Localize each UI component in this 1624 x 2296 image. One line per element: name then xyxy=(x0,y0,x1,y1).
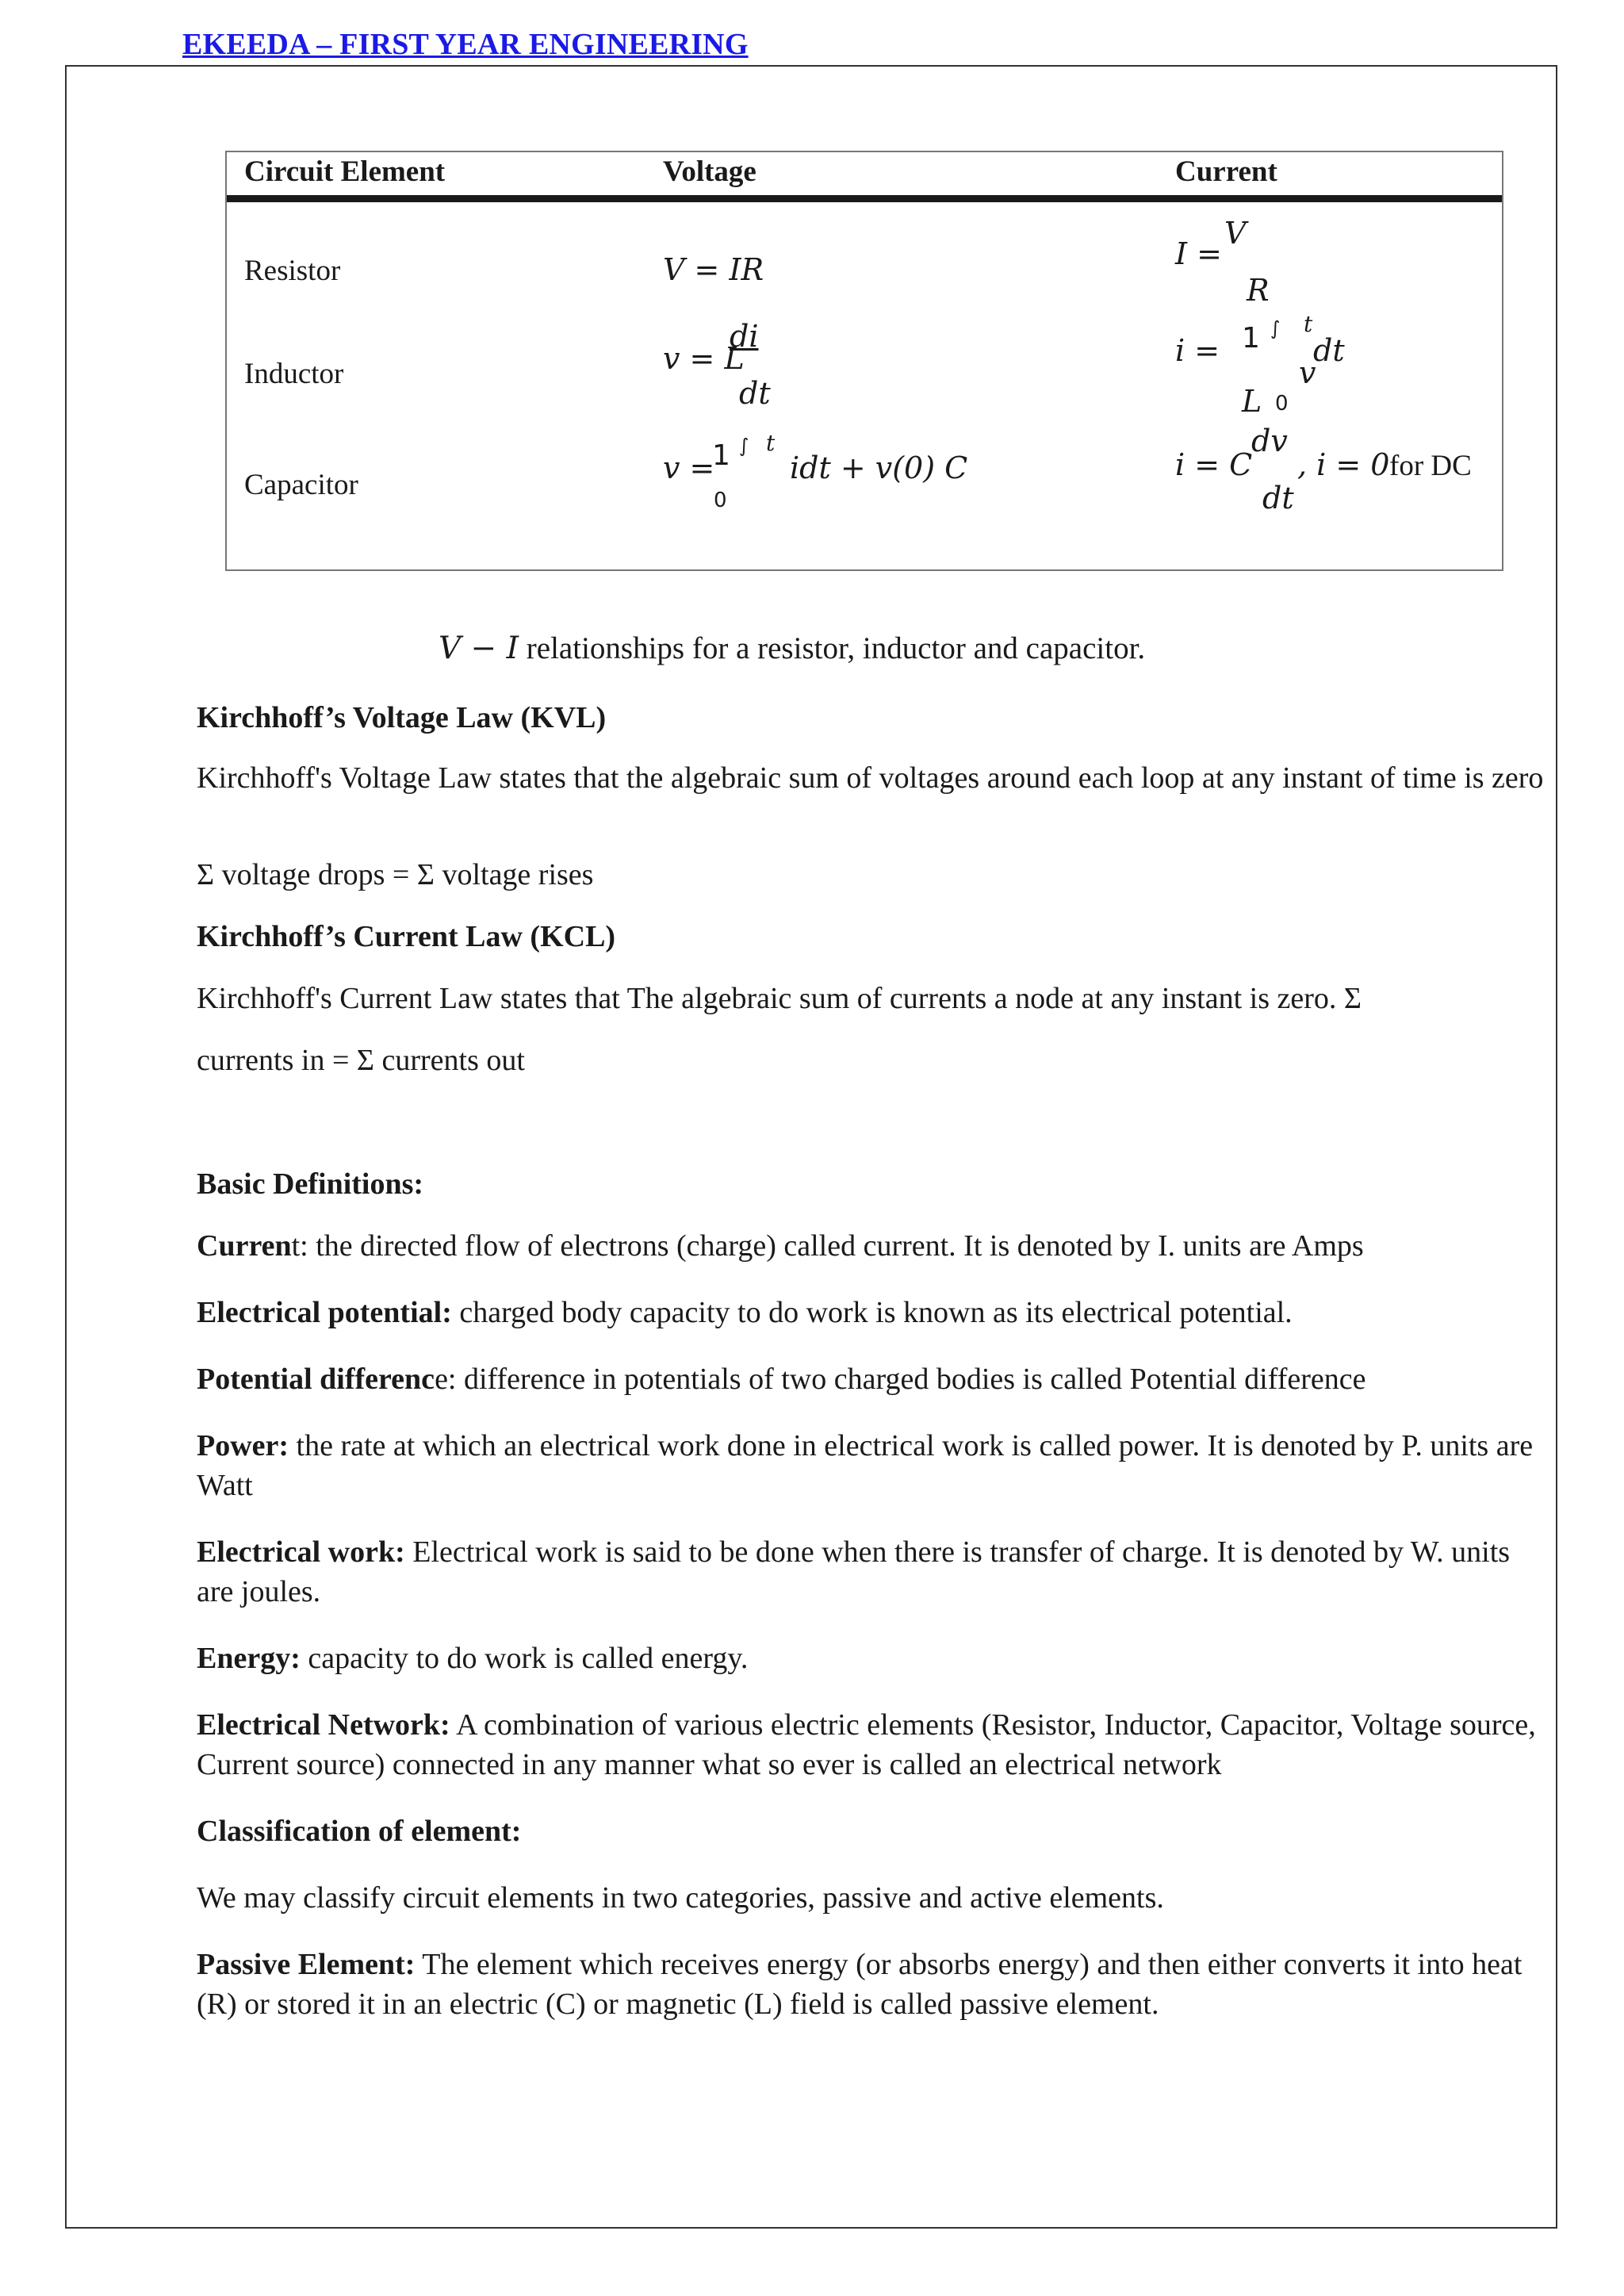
definition-potential-difference xyxy=(197,1359,1545,1399)
definition-text: A combination of various electric elements (Resistor, Inductor, Capacitor, Voltage source, Current source) connected in any manner what so ever is called an electrical network xyxy=(197,1708,1536,1781)
header-link[interactable]: EKEEDA – FIRST YEAR ENGINEERING xyxy=(182,28,749,61)
capacitor-current-den: dt xyxy=(1262,481,1294,516)
row-inductor-element: Inductor xyxy=(244,358,344,390)
inductor-current-lhs: i = xyxy=(1175,333,1220,368)
inductor-current-coef: 1 xyxy=(1242,322,1260,355)
capacitor-voltage-expr: idt + v(0) C xyxy=(790,450,968,485)
definition-term: Potential differenc xyxy=(197,1363,435,1396)
capacitor-current-num: dv xyxy=(1251,424,1288,458)
kvl-body: Kirchhoff's Voltage Law states that the algebraic sum of voltages around each loop at any instant of time is zero xyxy=(197,761,1544,795)
definition-text: capacity to do work is called energy. xyxy=(300,1642,749,1675)
inductor-voltage-num: di xyxy=(730,319,759,354)
kcl-body-line2: currents in = Σ currents out xyxy=(197,1044,525,1077)
definition-power xyxy=(197,1426,1545,1505)
resistor-current-num: V xyxy=(1224,216,1247,251)
definition-term: Curren xyxy=(197,1229,292,1263)
definition-term: Electrical work: xyxy=(197,1535,405,1569)
capacitor-voltage-lhs: v = xyxy=(663,450,715,485)
definition-electrical-potential xyxy=(197,1293,1545,1332)
definition-term: Electrical potential: xyxy=(197,1296,452,1329)
caption-math: V − I xyxy=(439,631,519,666)
definition-text: Electrical work is said to be done when there is transfer of charge. It is denoted by W. units are joules. xyxy=(197,1535,1511,1608)
definition-text: the rate at which an electrical work done in electrical work is called power. It is denoted by P. units are Watt xyxy=(197,1429,1534,1502)
kvl-equation: Σ voltage drops = Σ voltage rises xyxy=(197,858,594,891)
capacitor-voltage-lower: 0 xyxy=(714,489,727,512)
kcl-heading: Kirchhoff’s Current Law (KCL) xyxy=(197,920,616,953)
definition-electrical-network xyxy=(197,1705,1545,1784)
kvl-heading: Kirchhoff’s Voltage Law (KVL) xyxy=(197,701,607,734)
definitions-heading: Basic Definitions: xyxy=(197,1167,424,1201)
definition-energy xyxy=(197,1639,1545,1678)
capacitor-integral-icon: ∫ xyxy=(739,435,749,457)
header-circuit-element: Circuit Element xyxy=(244,155,446,188)
definition-term: Power: xyxy=(197,1429,289,1462)
inductor-current-lower: 0 xyxy=(1275,392,1289,416)
row-capacitor-element: Capacitor xyxy=(244,469,358,501)
definition-text: charged body capacity to do work is known as its electrical potential. xyxy=(451,1296,1293,1329)
capacitor-voltage-coef: 1 xyxy=(712,439,730,472)
inductor-integral-icon: ∫ xyxy=(1270,317,1281,339)
classification-heading: Classification of element: xyxy=(197,1815,522,1848)
row-resistor-element: Resistor xyxy=(244,255,341,287)
resistor-current-den: R xyxy=(1247,273,1270,308)
inductor-current-L: L xyxy=(1242,384,1262,419)
definition-term: Energy: xyxy=(197,1642,301,1675)
definition-text: e: difference in potentials of two charged bodies is called Potential difference xyxy=(435,1363,1366,1396)
inductor-voltage-den: dt xyxy=(739,376,771,411)
table-caption xyxy=(439,631,1145,666)
header-rule xyxy=(227,195,1502,202)
definition-text: The element which receives energy (or absorbs energy) and then either converts it into heat (R) or stored it in an electric (C) or magnetic (L) field is called passive element. xyxy=(197,1948,1522,2021)
capacitor-current-tail: , i = 0 xyxy=(1297,447,1390,482)
classification-body: We may classify circuit elements in two categories, passive and active elements. xyxy=(197,1881,1164,1915)
row-resistor-voltage: V = IR xyxy=(663,252,764,287)
definition-passive-element xyxy=(197,1945,1545,2024)
inductor-current-v: v xyxy=(1299,355,1316,390)
definition-term: Electrical Network: xyxy=(197,1708,450,1742)
caption-text: relationships for a resistor, inductor and capacitor. xyxy=(526,631,1146,665)
definition-text: t: the directed flow of electrons (charge) called current. It is denoted by I. units are Amps xyxy=(291,1229,1364,1263)
header-voltage: Voltage xyxy=(663,155,756,188)
inductor-current-upper: t xyxy=(1304,311,1313,337)
formula-table xyxy=(225,151,1503,571)
definition-current xyxy=(197,1226,1545,1266)
inductor-current-integrand: dt xyxy=(1313,333,1345,368)
header-current: Current xyxy=(1175,155,1277,188)
definition-term: Passive Element: xyxy=(197,1948,416,1981)
definition-electrical-work xyxy=(197,1532,1545,1612)
kcl-body-line1: Kirchhoff's Current Law states that The algebraic sum of currents a node at any instant is zero. Σ xyxy=(197,982,1362,1015)
capacitor-current-lhs: i = C xyxy=(1175,447,1253,482)
resistor-current-lhs: I = xyxy=(1175,236,1222,271)
inductor-voltage-lhs: v = L xyxy=(663,341,745,376)
capacitor-voltage-upper: t xyxy=(766,430,776,456)
capacitor-current-note: for DC xyxy=(1389,450,1472,482)
